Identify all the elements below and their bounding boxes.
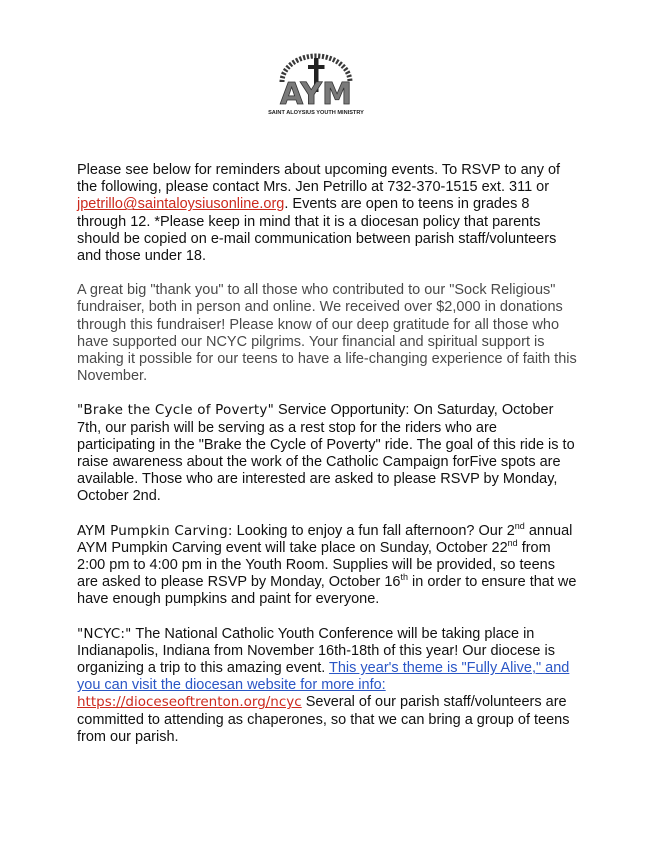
brake-cycle-heading: "Brake the Cycle of Poverty" bbox=[77, 402, 275, 419]
thank-you-paragraph: A great big "thank you" to all those who contributed to our "Sock Religious" fundraiser, both in person and online. We received over $2,000 in donations through this fundraiser! Please know of our deep gratitude for all those who have supported our NCYC pilgrims. Your financial and spiritual support is making it possible for our teens to have a life-changing experience of faith this November. bbox=[77, 282, 577, 385]
ncyc-website-link[interactable]: https://dioceseoftrenton.org/ncyc bbox=[77, 694, 302, 711]
newsletter-body bbox=[77, 162, 577, 763]
aym-logo bbox=[268, 52, 364, 118]
pumpkin-carving-paragraph: AYM Pumpkin Carving: Looking to enjoy a fun fall afternoon? Our 2nd annual AYM Pumpkin Carving event will take place on Sunday, October 22nd from 2:00 pm to 4:00 pm in the Youth Room. Supplies will be provided, so teens are asked to please RSVP by Monday, October 16th in order to ensure that we have enough pumpkins and paint for everyone. bbox=[77, 520, 577, 608]
ncyc-theme-link[interactable]: This year's theme is "Fully Alive," and you can visit the diocesan website for more info: bbox=[77, 660, 570, 694]
ncyc-paragraph: "NCYC:" The National Catholic Youth Conference will be taking place in Indianapolis, Indiana from November 16th-18th of this year! Our diocese is organizing a trip to this amazing event. This year's theme is "Fully Alive," and you can visit the diocesan website for more info: https://dioceseoftrenton.org/ncyc Several of our parish staff/volunteers are committed to attending as chaperones, so that we can bring a group of teens from our parish. bbox=[77, 625, 570, 745]
pumpkin-carving-heading: AYM Pumpkin Carving: bbox=[77, 522, 233, 539]
aym-logo-graphic bbox=[268, 52, 364, 118]
logo-letters: AYM bbox=[280, 77, 352, 112]
intro-paragraph: Please see below for reminders about upcoming events. To RSVP to any of the following, please contact Mrs. Jen Petrillo at 732-370-1515 ext. 311 or jpetrillo@saintaloysiusonline.org. Events are open to teens in grades 8 through 12. *Please keep in mind that it is a diocesan policy that parents should be copied on e-mail communication between parish staff/volunteers and those under 18. bbox=[77, 162, 561, 265]
logo-caption: SAINT ALOYSIUS YOUTH MINISTRY bbox=[268, 110, 364, 116]
ncyc-heading: "NCYC:" bbox=[77, 625, 132, 642]
contact-email-link[interactable]: jpetrillo@saintaloysiusonline.org bbox=[77, 196, 285, 213]
brake-cycle-paragraph: "Brake the Cycle of Poverty" Service Opportunity: On Saturday, October 7th, our parish will be serving as a rest stop for the riders who are participating in the "Brake the Cycle of Poverty" ride. The goal of this ride is to raise awareness about the work of the Catholic Campaign forFive spots are available. Those who are interested are asked to please RSVP by Monday, October 2nd. bbox=[77, 402, 575, 505]
